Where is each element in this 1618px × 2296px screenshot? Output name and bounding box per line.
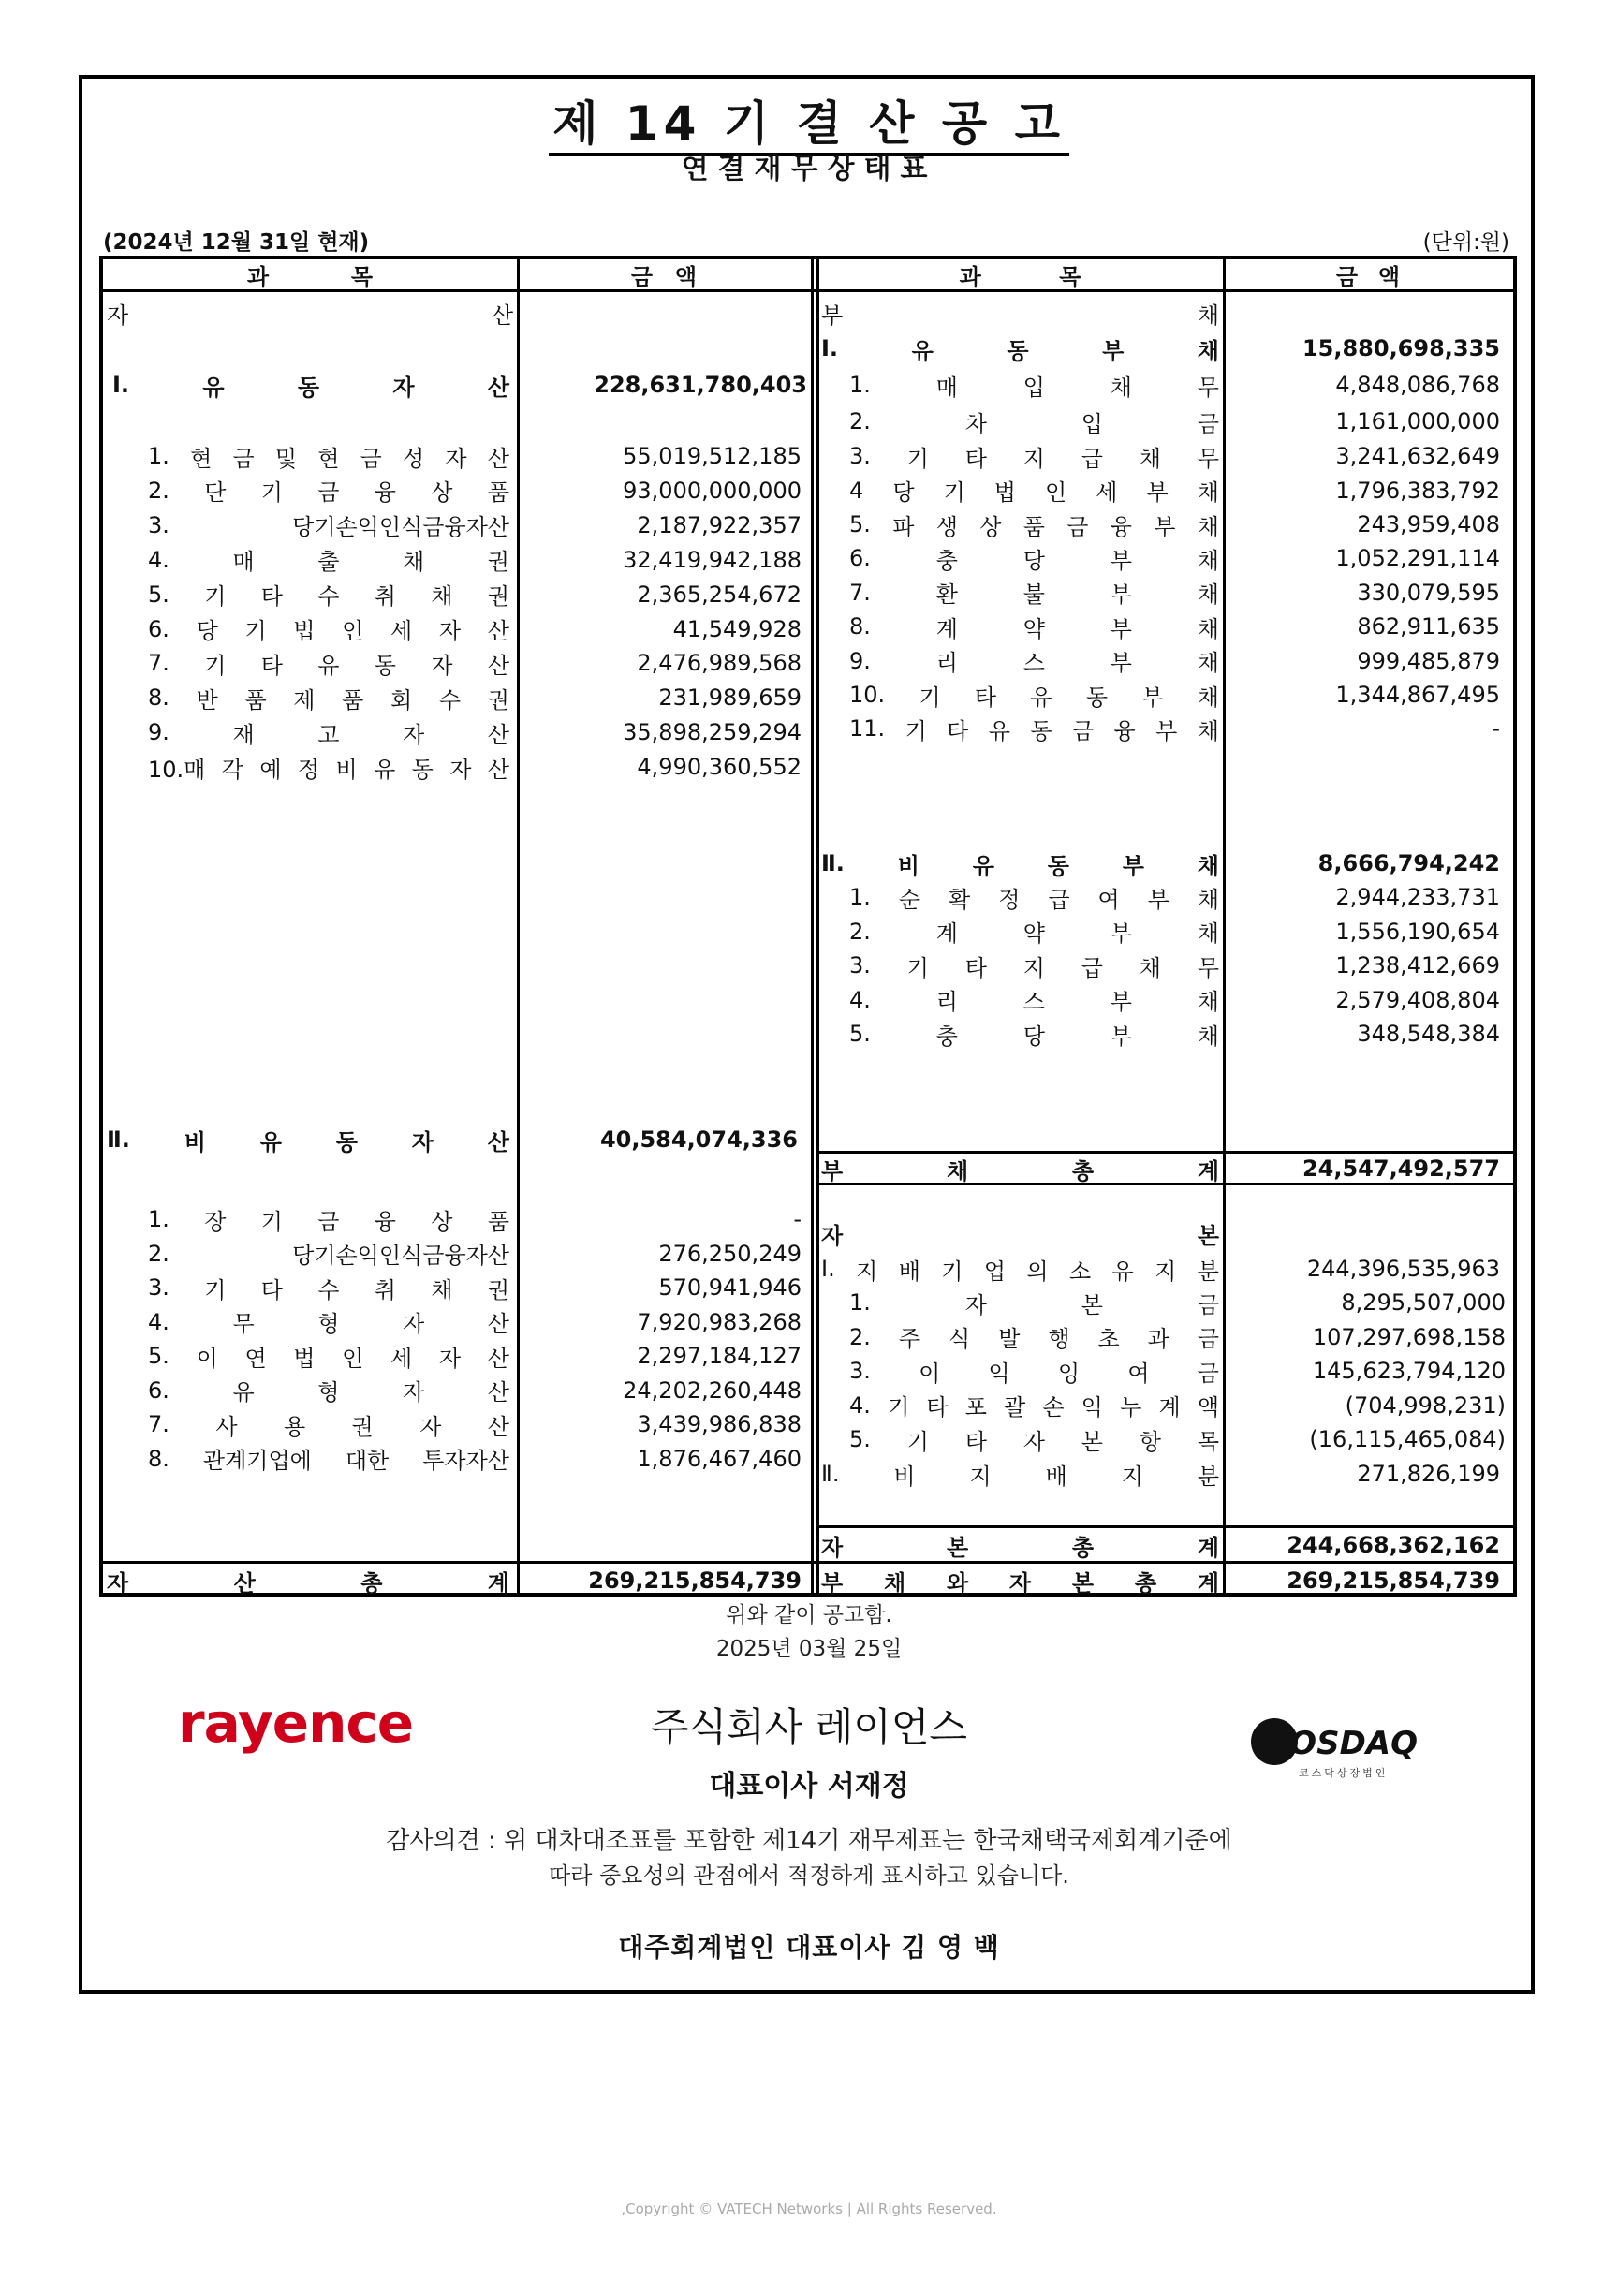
- equity-owners-label: Ⅰ. 지 배 기 업 의 소 유 지 분: [821, 1256, 1219, 1285]
- liabilities-item-value: 330,079,595: [1357, 579, 1500, 606]
- assets-noncurrent-total: 40,584,074,336: [599, 1126, 798, 1153]
- row-divider: [817, 1525, 1513, 1528]
- liabilities-item-label: 2. 차 입 금: [849, 408, 1219, 437]
- assets-item-value: 24,202,260,448: [623, 1376, 802, 1404]
- liabilities-noncurrent-total: 8,666,794,242: [1317, 850, 1500, 876]
- svg-text:코스닥상장법인: 코스닥상장법인: [1299, 1767, 1389, 1779]
- column-divider: [816, 259, 819, 1593]
- liabilities-item-value: 1,161,000,000: [1335, 408, 1500, 434]
- assets-total-value: 269,215,854,739: [588, 1567, 802, 1594]
- liabilities-item-value: 1,238,412,669: [1335, 952, 1500, 979]
- equity-item-value: 145,623,794,120: [1312, 1358, 1506, 1384]
- equity-item-label: 5. 기 타 자 본 항 목: [849, 1426, 1219, 1455]
- equity-item-label: 3. 이 익 잉 여 금: [849, 1358, 1219, 1387]
- assets-item-value: 93,000,000,000: [623, 477, 802, 504]
- assets-item-value: 2,297,184,127: [637, 1343, 802, 1369]
- equity-owners-value: 244,396,535,963: [1306, 1256, 1500, 1282]
- assets-item-value: 35,898,259,294: [623, 719, 802, 746]
- assets-item-label: 3. 기 타 수 취 채 권: [148, 1274, 509, 1303]
- liabilities-current-total: 15,880,698,335: [1302, 335, 1500, 361]
- liabilities-item-value: 1,344,867,495: [1335, 682, 1500, 708]
- liabilities-item-value: 243,959,408: [1357, 511, 1500, 537]
- liabilities-item-label: 4. 리 스 부 채: [849, 986, 1219, 1015]
- assets-item-label: 10.매 각 예 정 비 유 동 자 산: [148, 756, 509, 783]
- liabilities-noncurrent-label: Ⅱ. 비 유 동 부 채: [821, 850, 1219, 879]
- page-subtitle: 연결재무상태표: [681, 153, 937, 185]
- equity-item-label: 1. 자 본 금: [849, 1289, 1219, 1318]
- liabilities-current-label: Ⅰ. 유 동 부 채: [821, 335, 1219, 364]
- row-divider: [103, 1561, 1513, 1564]
- rayence-logo: rayence: [178, 1691, 414, 1755]
- page-title: 제 14 기 결 산 공 고: [0, 86, 1618, 154]
- assets-item-value: 41,549,928: [672, 615, 802, 642]
- liabilities-item-value: 862,911,635: [1357, 613, 1500, 640]
- company-name: 주식회사 레이언스: [651, 1704, 967, 1750]
- assets-current-total: 228,631,780,403: [594, 372, 807, 398]
- liabilities-item-label: 2. 계 약 부 채: [849, 918, 1219, 947]
- liabilities-item-label: 3. 기 타 지 급 채 무: [849, 952, 1219, 981]
- assets-item-value: 1,876,467,460: [637, 1445, 802, 1472]
- section-equity: 자 본: [821, 1222, 1219, 1249]
- liabilities-item-value: 2,579,408,804: [1335, 986, 1500, 1013]
- liabilities-item-label: 1. 순 확 정 급 여 부 채: [849, 884, 1219, 913]
- liabilities-item-label: 3. 기 타 지 급 채 무: [849, 443, 1219, 472]
- date-note: (2024년 12월 31일 현재): [103, 230, 370, 255]
- equity-item-value: (704,998,231): [1345, 1391, 1506, 1419]
- liabilities-item-value: 1,052,291,114: [1335, 545, 1500, 571]
- assets-item-label: 9. 재 고 자 산: [148, 719, 509, 748]
- assets-total-label: 자 산 총 계: [107, 1569, 509, 1597]
- assets-item-value: 2,187,922,357: [637, 511, 802, 538]
- liabilities-item-value: 1,556,190,654: [1335, 918, 1500, 945]
- assets-item-label: 5. 기 타 수 취 채 권: [148, 581, 509, 611]
- liabilities-item-value: 999,485,879: [1357, 647, 1500, 674]
- equity-item-label: 4. 기 타 포 괄 손 익 누 계 액: [849, 1391, 1219, 1420]
- assets-item-label: 1. 장 기 금 융 상 품: [148, 1206, 509, 1235]
- assets-item-label: 2. 단 기 금 융 상 품: [148, 477, 509, 507]
- equity-item-value: 107,297,698,158: [1312, 1323, 1506, 1350]
- liabilities-item-label: 9. 리 스 부 채: [849, 647, 1219, 676]
- equity-noncontrolling-value: 271,826,199: [1357, 1461, 1500, 1487]
- audit-opinion-line2: 따라 중요성의 관점에서 적정하게 표시하고 있습니다.: [549, 1862, 1069, 1889]
- unit-note: (단위:원): [1422, 230, 1509, 255]
- liabilities-item-value: 2,944,233,731: [1335, 884, 1500, 910]
- balance-sheet-table: [99, 256, 1517, 1597]
- header-amount-right: 금 액: [1335, 263, 1401, 290]
- liabilities-item-label: 10. 기 타 유 동 부 채: [849, 682, 1219, 711]
- assets-item-label: 8. 반 품 제 품 회 수 권: [148, 684, 509, 714]
- assets-item-value: 276,250,249: [658, 1240, 802, 1267]
- notice-text: 위와 같이 공고함.: [726, 1603, 892, 1627]
- equity-item-label: 2. 주 식 발 행 초 과 금: [849, 1323, 1219, 1352]
- assets-item-value: 3,439,986,838: [637, 1411, 802, 1437]
- liabilities-item-label: 11. 기 타 유 동 금 융 부 채: [849, 715, 1219, 744]
- assets-item-label: 8. 관계기업에 대한 투자자산: [148, 1445, 509, 1474]
- equity-item-value: (16,115,465,084): [1309, 1426, 1506, 1452]
- liabilities-item-label: 4 당 기 법 인 세 부 채: [849, 477, 1219, 506]
- assets-item-value: 7,920,983,268: [637, 1308, 802, 1335]
- kosdaq-logo: [1250, 1716, 1456, 1786]
- assets-item-value: -: [793, 1206, 802, 1232]
- section-assets: 자 산: [107, 302, 513, 329]
- assets-item-label: 4. 무 형 자 산: [148, 1308, 509, 1337]
- liabilities-item-label: 8. 계 약 부 채: [849, 613, 1219, 642]
- assets-item-value: 55,019,512,185: [623, 443, 802, 469]
- assets-item-label: 6. 유 형 자 산: [148, 1376, 509, 1406]
- liabilities-item-label: 5. 충 당 부 채: [849, 1021, 1219, 1050]
- liabilities-item-value: 4,848,086,768: [1335, 372, 1500, 398]
- notice-date: 2025년 03월 25일: [715, 1637, 903, 1661]
- assets-noncurrent-label: Ⅱ. 비 유 동 자 산: [107, 1126, 509, 1155]
- liabilities-item-value: 3,241,632,649: [1335, 443, 1500, 469]
- section-liabilities: 부 채: [821, 302, 1219, 329]
- liabilities-item-label: 5. 파 생 상 품 금 융 부 채: [849, 511, 1219, 540]
- assets-item-label: 7. 사 용 권 자 산: [148, 1411, 509, 1440]
- liabilities-total-value: 24,547,492,577: [1302, 1155, 1500, 1182]
- equity-noncontrolling-label: Ⅱ. 비 지 배 지 분: [821, 1461, 1219, 1490]
- ceo-name: 대표이사 서재정: [709, 1770, 909, 1803]
- liabilities-item-value: 348,548,384: [1357, 1021, 1500, 1047]
- grand-total-value: 269,215,854,739: [1287, 1567, 1500, 1594]
- auditor-name: 대주회계법인 대표이사 김 영 백: [618, 1932, 1000, 1963]
- assets-item-label: 5. 이 연 법 인 세 자 산: [148, 1343, 509, 1372]
- equity-item-value: 8,295,507,000: [1341, 1289, 1506, 1316]
- assets-item-label: 6. 당 기 법 인 세 자 산: [148, 615, 509, 644]
- equity-total-value: 244,668,362,162: [1287, 1532, 1500, 1558]
- assets-item-label: 2. 당기손익인식금융자산: [148, 1240, 509, 1269]
- liabilities-item-label: 1. 매 입 채 무: [849, 372, 1219, 401]
- assets-item-value: 32,419,942,188: [623, 546, 802, 573]
- audit-opinion-line1: 감사의견 : 위 대차대조표를 포함한 제14기 재무제표는 한국채택국제회계기준에: [386, 1827, 1232, 1855]
- assets-item-value: 2,365,254,672: [637, 581, 802, 608]
- liabilities-item-value: 1,796,383,792: [1335, 477, 1500, 504]
- assets-item-label: 1. 현 금 및 현 금 성 자 산: [148, 443, 509, 472]
- assets-item-value: 2,476,989,568: [637, 650, 802, 677]
- svg-text:KOSDAQ: KOSDAQ: [1267, 1725, 1419, 1762]
- assets-item-label: 7. 기 타 유 동 자 산: [148, 650, 509, 679]
- row-divider: [103, 289, 1513, 292]
- header-item-right: 과 목: [959, 263, 1081, 290]
- assets-item-value: 570,941,946: [658, 1274, 802, 1301]
- column-divider: [811, 259, 814, 1593]
- header-item-left: 과 목: [246, 263, 374, 290]
- assets-item-value: 231,989,659: [658, 684, 802, 712]
- grand-total-label: 부 채 와 자 본 총 계: [821, 1569, 1219, 1597]
- assets-current-label: Ⅰ. 유 동 자 산: [112, 372, 509, 401]
- equity-total-label: 자 본 총 계: [821, 1534, 1219, 1561]
- copyright-text: ,Copyright © VATECH Networks | All Rights Reserved.: [621, 2200, 997, 2217]
- assets-item-label: 3. 당기손익인식금융자산: [148, 511, 509, 541]
- liabilities-item-label: 6. 충 당 부 채: [849, 545, 1219, 574]
- liabilities-item-value: -: [1492, 715, 1500, 742]
- header-amount-left: 금 액: [630, 263, 698, 290]
- liabilities-item-label: 7. 환 불 부 채: [849, 579, 1219, 608]
- kosdaq-logo-icon: [1250, 1716, 1456, 1782]
- assets-item-label: 4. 매 출 채 권: [148, 546, 509, 576]
- liabilities-total-label: 부 채 총 계: [821, 1157, 1219, 1185]
- assets-item-value: 4,990,360,552: [637, 754, 802, 781]
